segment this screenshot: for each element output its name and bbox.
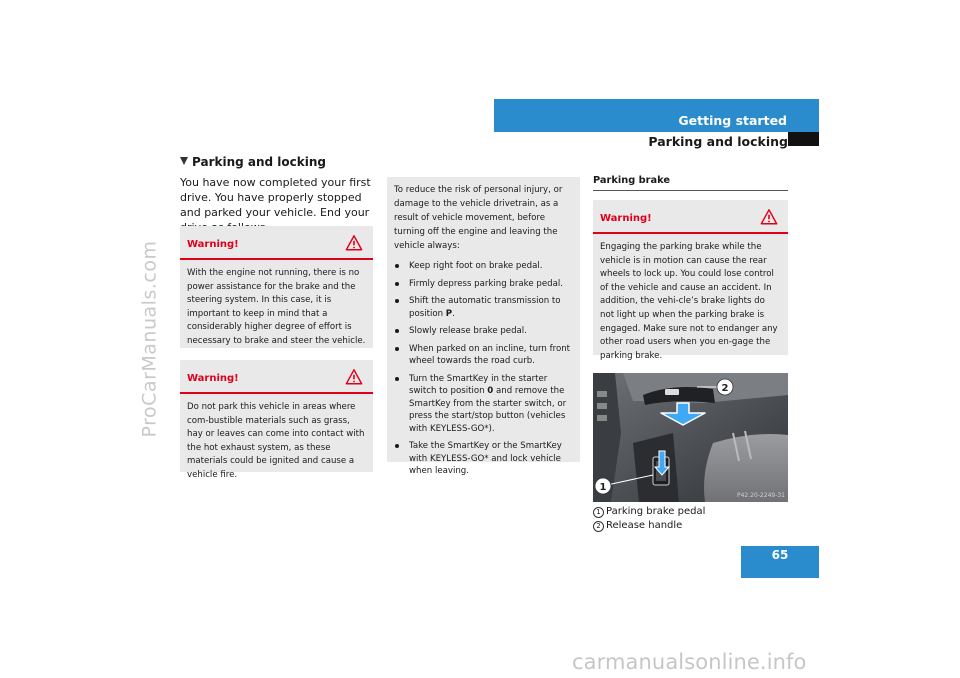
section-heading-text: Parking and locking bbox=[192, 155, 326, 169]
side-watermark bbox=[136, 0, 162, 678]
list-item: Firmly depress parking brake pedal. bbox=[394, 278, 573, 291]
info-list bbox=[387, 260, 580, 478]
page-number: 65 bbox=[741, 546, 819, 578]
side-watermark-text: ProCarManuals.com bbox=[138, 240, 160, 438]
warning-box-3 bbox=[593, 200, 788, 361]
bullet-icon bbox=[395, 444, 399, 448]
header-tab-marker bbox=[788, 132, 819, 146]
header-bar bbox=[494, 99, 819, 132]
parking-brake-illustration bbox=[593, 373, 788, 502]
bullet-icon bbox=[395, 282, 399, 286]
parking-brake-photo bbox=[593, 373, 788, 502]
caption-2 bbox=[593, 519, 682, 533]
caption-number: 2 bbox=[593, 521, 604, 532]
bullet-icon bbox=[395, 264, 399, 268]
caption-number: 1 bbox=[593, 507, 604, 518]
bullet-icon bbox=[395, 329, 399, 333]
warning-triangle-icon bbox=[345, 234, 363, 252]
warning-header bbox=[180, 226, 373, 260]
callout-1-label: 1 bbox=[599, 482, 607, 493]
list-item: Slowly release brake pedal. bbox=[394, 325, 573, 338]
callout-2-label: 2 bbox=[721, 383, 729, 394]
warning-text: With the engine not running, there is no power assistance for the brake and the steering system. In this case, it is important to keep in mind that a considerably higher degree of effort is necessary to brake and steer the vehicle. bbox=[187, 268, 366, 346]
section-heading bbox=[180, 155, 326, 169]
list-item: Shift the automatic transmission to position P. bbox=[394, 295, 573, 320]
caption-text: Parking brake pedal bbox=[606, 506, 706, 517]
intro-paragraph: You have now completed your first drive. You have properly stopped and parked your vehicle. End your bbox=[180, 176, 371, 219]
caption-1 bbox=[593, 505, 705, 519]
footer-watermark: carmanualsonline.info bbox=[572, 650, 807, 674]
warning-triangle-icon bbox=[760, 208, 778, 226]
parking-brake-heading: Parking brake bbox=[593, 175, 788, 191]
caption-text: Release handle bbox=[606, 520, 683, 531]
triangle-down-icon bbox=[180, 157, 188, 165]
bullet-icon bbox=[395, 347, 399, 351]
list-item: When parked on an incline, turn front wheel towards the road curb. bbox=[394, 343, 573, 368]
warning-header bbox=[180, 360, 373, 394]
warning-label: Warning! bbox=[187, 373, 239, 384]
image-code: P42.20-2249-31 bbox=[736, 492, 785, 499]
bullet-icon bbox=[395, 377, 399, 381]
warning-text: Do not park this vehicle in areas where com-bustible materials such as grass, hay or leaves can come into contact with the hot exhaust system, as these materials could be ignited and cause a vehicle fire. bbox=[187, 402, 365, 480]
bullet-icon bbox=[395, 299, 399, 303]
header-subtitle: Parking and locking bbox=[648, 134, 788, 149]
header-title: Getting started bbox=[678, 113, 787, 128]
info-intro: To reduce the risk of personal injury, or damage to the vehicle drivetrain, as a result of vehicle movement, before turning off the engine and leaving the vehicle always: bbox=[394, 185, 563, 251]
warning-label: Warning! bbox=[187, 239, 239, 250]
list-item: Take the SmartKey or the SmartKey with KEYLESS-GO* and lock vehicle when leaving. bbox=[394, 440, 573, 478]
list-item: Turn the SmartKey in the starter switch to position 0 and remove the SmartKey from the starter switch, or press the start/stop button (vehicles with KEYLESS-GO*). bbox=[394, 373, 573, 436]
warning-triangle-icon bbox=[345, 368, 363, 386]
warning-box-1 bbox=[180, 226, 373, 348]
warning-label: Warning! bbox=[600, 213, 652, 224]
info-box bbox=[387, 177, 580, 476]
warning-header bbox=[593, 200, 788, 234]
warning-box-2 bbox=[180, 360, 373, 480]
warning-text: Engaging the parking brake while the vehicle is in motion can cause the rear wheels to lock up. You could lose control of the vehicle and cause an accident. In addition, the vehi-cle’s brake lights do not light up when the parking brake is engaged. Make sure not to endanger any other road users when you en-gage the parking brake. bbox=[600, 242, 778, 361]
list-item: Keep right foot on brake pedal. bbox=[394, 260, 573, 273]
